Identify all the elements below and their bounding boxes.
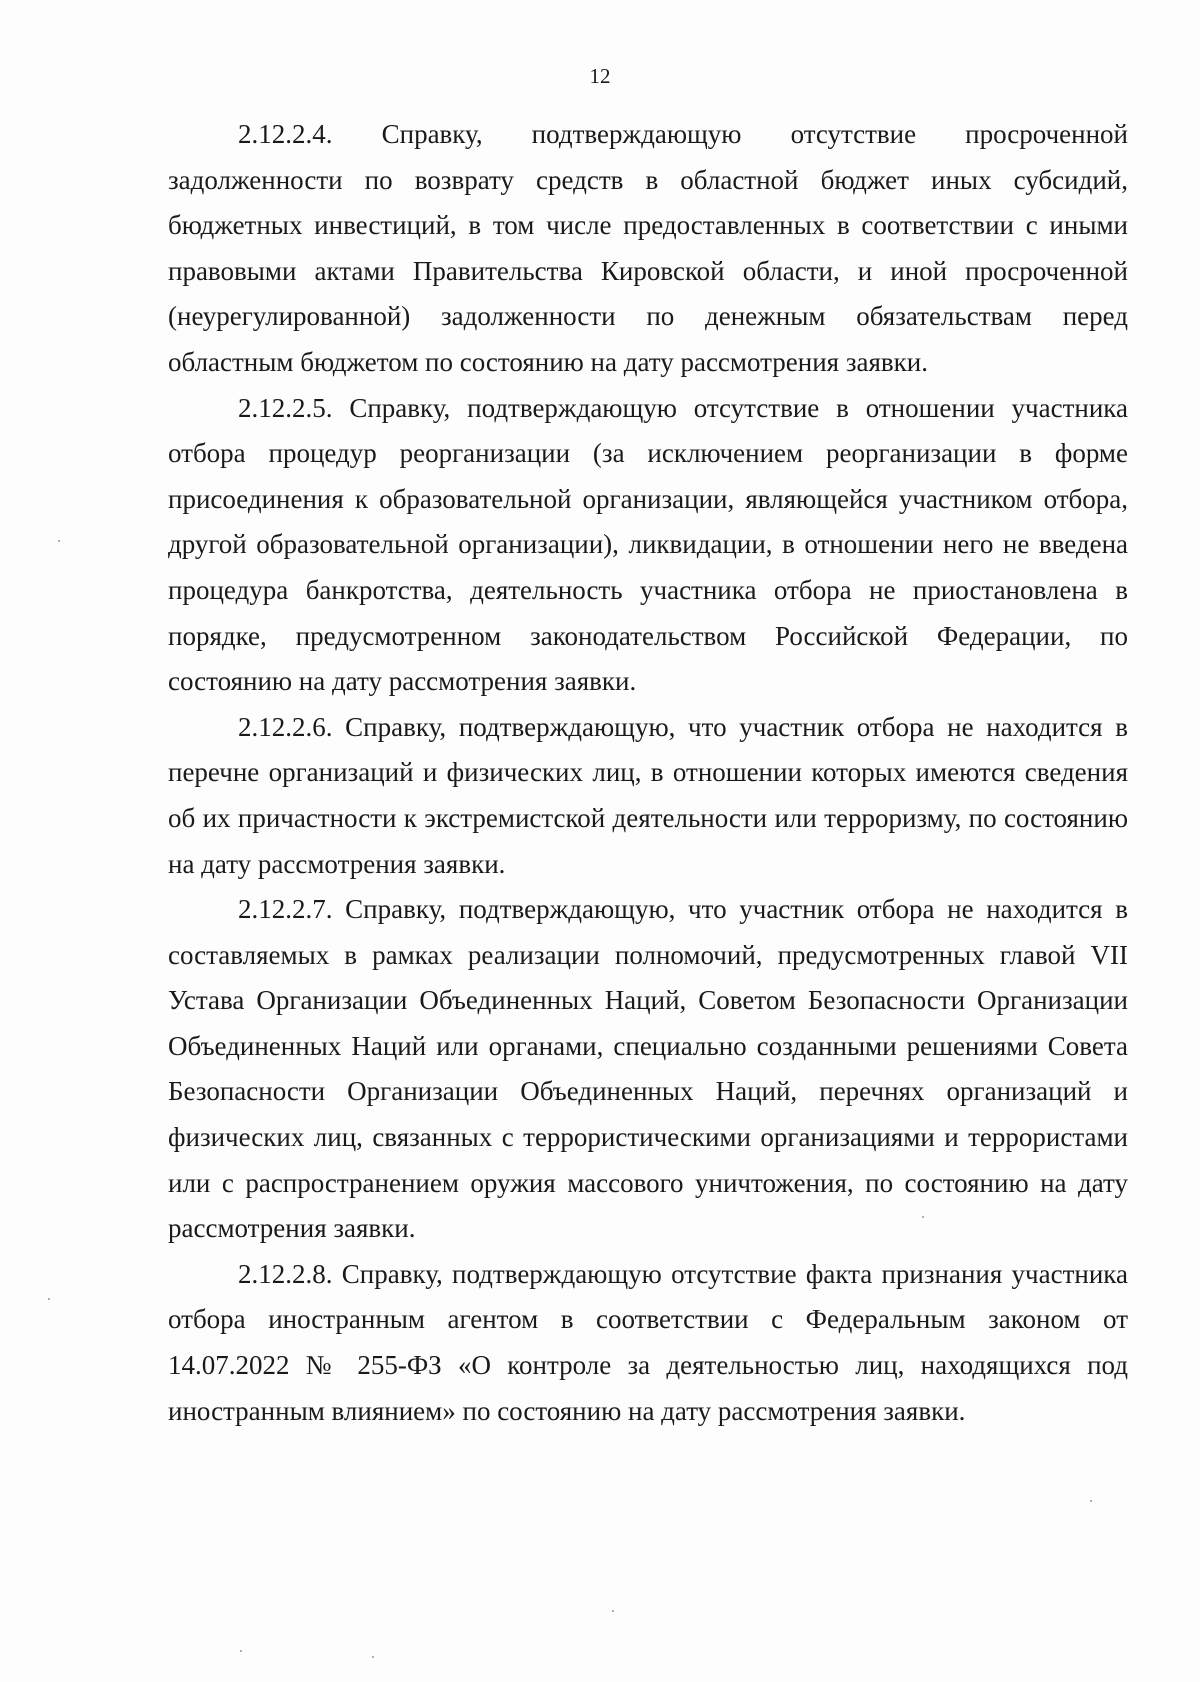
scan-speck: [612, 1610, 614, 1612]
paragraph-2-12-2-4: 2.12.2.4. Справку, подтверждающую отсутствие просроченной задолженности по возврату средств в областной бюджет иных субсидий, бюджетных инвестиций, в том числе предоставленных в соответствии с иными правовыми актами Правительства Кировской области, и иной просроченной (неурегулированной) задолженности по денежным обязательствам перед областным бюджетом по состоянию на дату рассмотрения заявки.: [168, 119, 1128, 377]
scan-speck: [240, 1650, 242, 1652]
document-body: [168, 112, 1128, 1434]
paragraph-2-12-2-8: 2.12.2.8. Справку, подтверждающую отсутствие факта признания участника отбора иностранным агентом в соответствии с Федеральным законом от 14.07.2022 № 255-ФЗ «О контроле за деятельностью лиц, находящихся под иностранным влиянием» по состоянию на дату рассмотрения заявки.: [168, 1258, 1128, 1426]
paragraph-2-12-2-7: 2.12.2.7. Справку, подтверждающую, что участник отбора не находится в составляемых в рамках реализации полномочий, предусмотренных главой VII Устава Организации Объединенных Наций, Советом Безопасности Организации Объединенных Наций или органами, специально созданными решениями Совета Безопасности Организации Объединенных Наций, перечнях организаций и физических лиц, связанных с террористическими организациями и террористами или с распространением оружия массового уничтожения, по состоянию на дату рассмотрения заявки.: [168, 894, 1128, 1244]
scan-speck: [372, 1656, 374, 1658]
scan-speck: [48, 1298, 50, 1300]
paragraph-2-12-2-5: 2.12.2.5. Справку, подтверждающую отсутствие в отношении участника отбора процедур реорганизации (за исключением реорганизации в форме присоединения к образовательной организации, являющейся участником отбора, другой образовательной организации), ликвидации, в отношении него не введена процедура банкротства, деятельность участника отбора не приостановлена в порядке, предусмотренном законодательством Российской Федерации, по состоянию на дату рассмотрения заявки.: [168, 392, 1128, 697]
scan-speck: [1090, 1500, 1092, 1502]
scan-speck: [922, 1216, 924, 1218]
scan-speck: [58, 540, 60, 542]
paragraph-2-12-2-6: 2.12.2.6. Справку, подтверждающую, что участник отбора не находится в перечне организаций и физических лиц, в отношении которых имеются сведения об их причастности к экстремистской деятельности или терроризму, по состоянию на дату рассмотрения заявки.: [168, 711, 1128, 879]
page-number: 12: [589, 64, 611, 88]
